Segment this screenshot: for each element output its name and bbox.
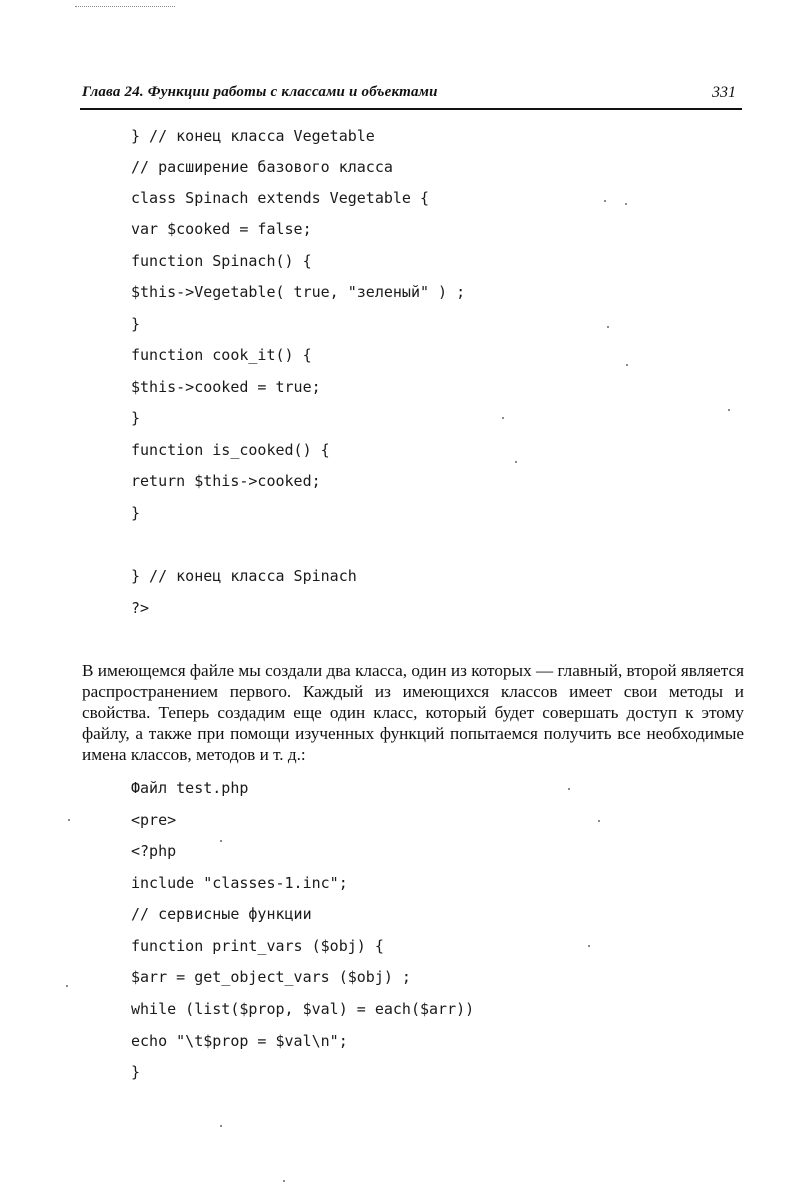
code-line: $arr = get_object_vars ($obj) ; xyxy=(131,968,411,986)
code-line: } xyxy=(131,504,141,522)
scan-speck xyxy=(502,417,504,419)
code-line: } xyxy=(131,315,141,333)
code-line: function Spinach() { xyxy=(131,252,312,270)
code-line: return $this->cooked; xyxy=(131,472,321,490)
scan-artifact xyxy=(75,6,175,9)
scan-speck xyxy=(515,461,517,463)
code-line: $this->Vegetable( true, "зеленый" ) ; xyxy=(131,283,466,301)
code-line: // сервисные функции xyxy=(131,905,312,923)
code-line: // расширение базового класса xyxy=(131,158,393,176)
code-line: <pre> xyxy=(131,811,177,829)
code-line: } // конец класса Vegetable xyxy=(131,127,375,145)
code-line: include "classes-1.inc"; xyxy=(131,874,348,892)
scan-speck xyxy=(728,409,730,411)
scan-speck xyxy=(626,364,628,366)
code-line: Файл test.php xyxy=(131,779,249,797)
paragraph-text: В имеющемся файле мы создали два класса, один из которых — главный, второй является распространением первого. Каждый из имеющихся классов имеет свои методы и свойства. Теперь создадим еще один класс, который будет совершать доступ к этому файлу, а также при помощи изученных функций попытаемся получить все необходимые имена классов, методов и т. д.: xyxy=(82,661,744,764)
code-line: <?php xyxy=(131,842,177,860)
page-number: 331 xyxy=(712,84,736,101)
scan-speck xyxy=(66,985,68,987)
scan-speck xyxy=(68,819,70,821)
scan-speck xyxy=(283,1180,285,1182)
scan-speck xyxy=(625,203,627,205)
scan-speck xyxy=(604,200,606,202)
body-paragraph xyxy=(82,660,744,765)
scan-speck xyxy=(220,840,222,842)
code-line: var $cooked = false; xyxy=(131,220,312,238)
code-line: } xyxy=(131,409,141,427)
code-line: echo "\t$prop = $val\n"; xyxy=(131,1032,348,1050)
scan-speck xyxy=(568,788,570,790)
code-line: } // конец класса Spinach xyxy=(131,567,357,585)
code-line: function cook_it() { xyxy=(131,346,312,364)
code-line: function is_cooked() { xyxy=(131,441,330,459)
code-line: $this->cooked = true; xyxy=(131,378,321,396)
running-header xyxy=(80,82,742,110)
scan-speck xyxy=(598,820,600,822)
scan-speck xyxy=(220,1125,222,1127)
code-line: while (list($prop, $val) = each($arr)) xyxy=(131,1000,475,1018)
code-line: class Spinach extends Vegetable { xyxy=(131,189,430,207)
code-line: function print_vars ($obj) { xyxy=(131,937,384,955)
chapter-title: Глава 24. Функции работы с классами и объектами xyxy=(82,84,438,100)
code-line: } xyxy=(131,1063,141,1081)
scan-speck xyxy=(588,945,590,947)
scan-speck xyxy=(607,326,609,328)
code-line: ?> xyxy=(131,599,150,617)
